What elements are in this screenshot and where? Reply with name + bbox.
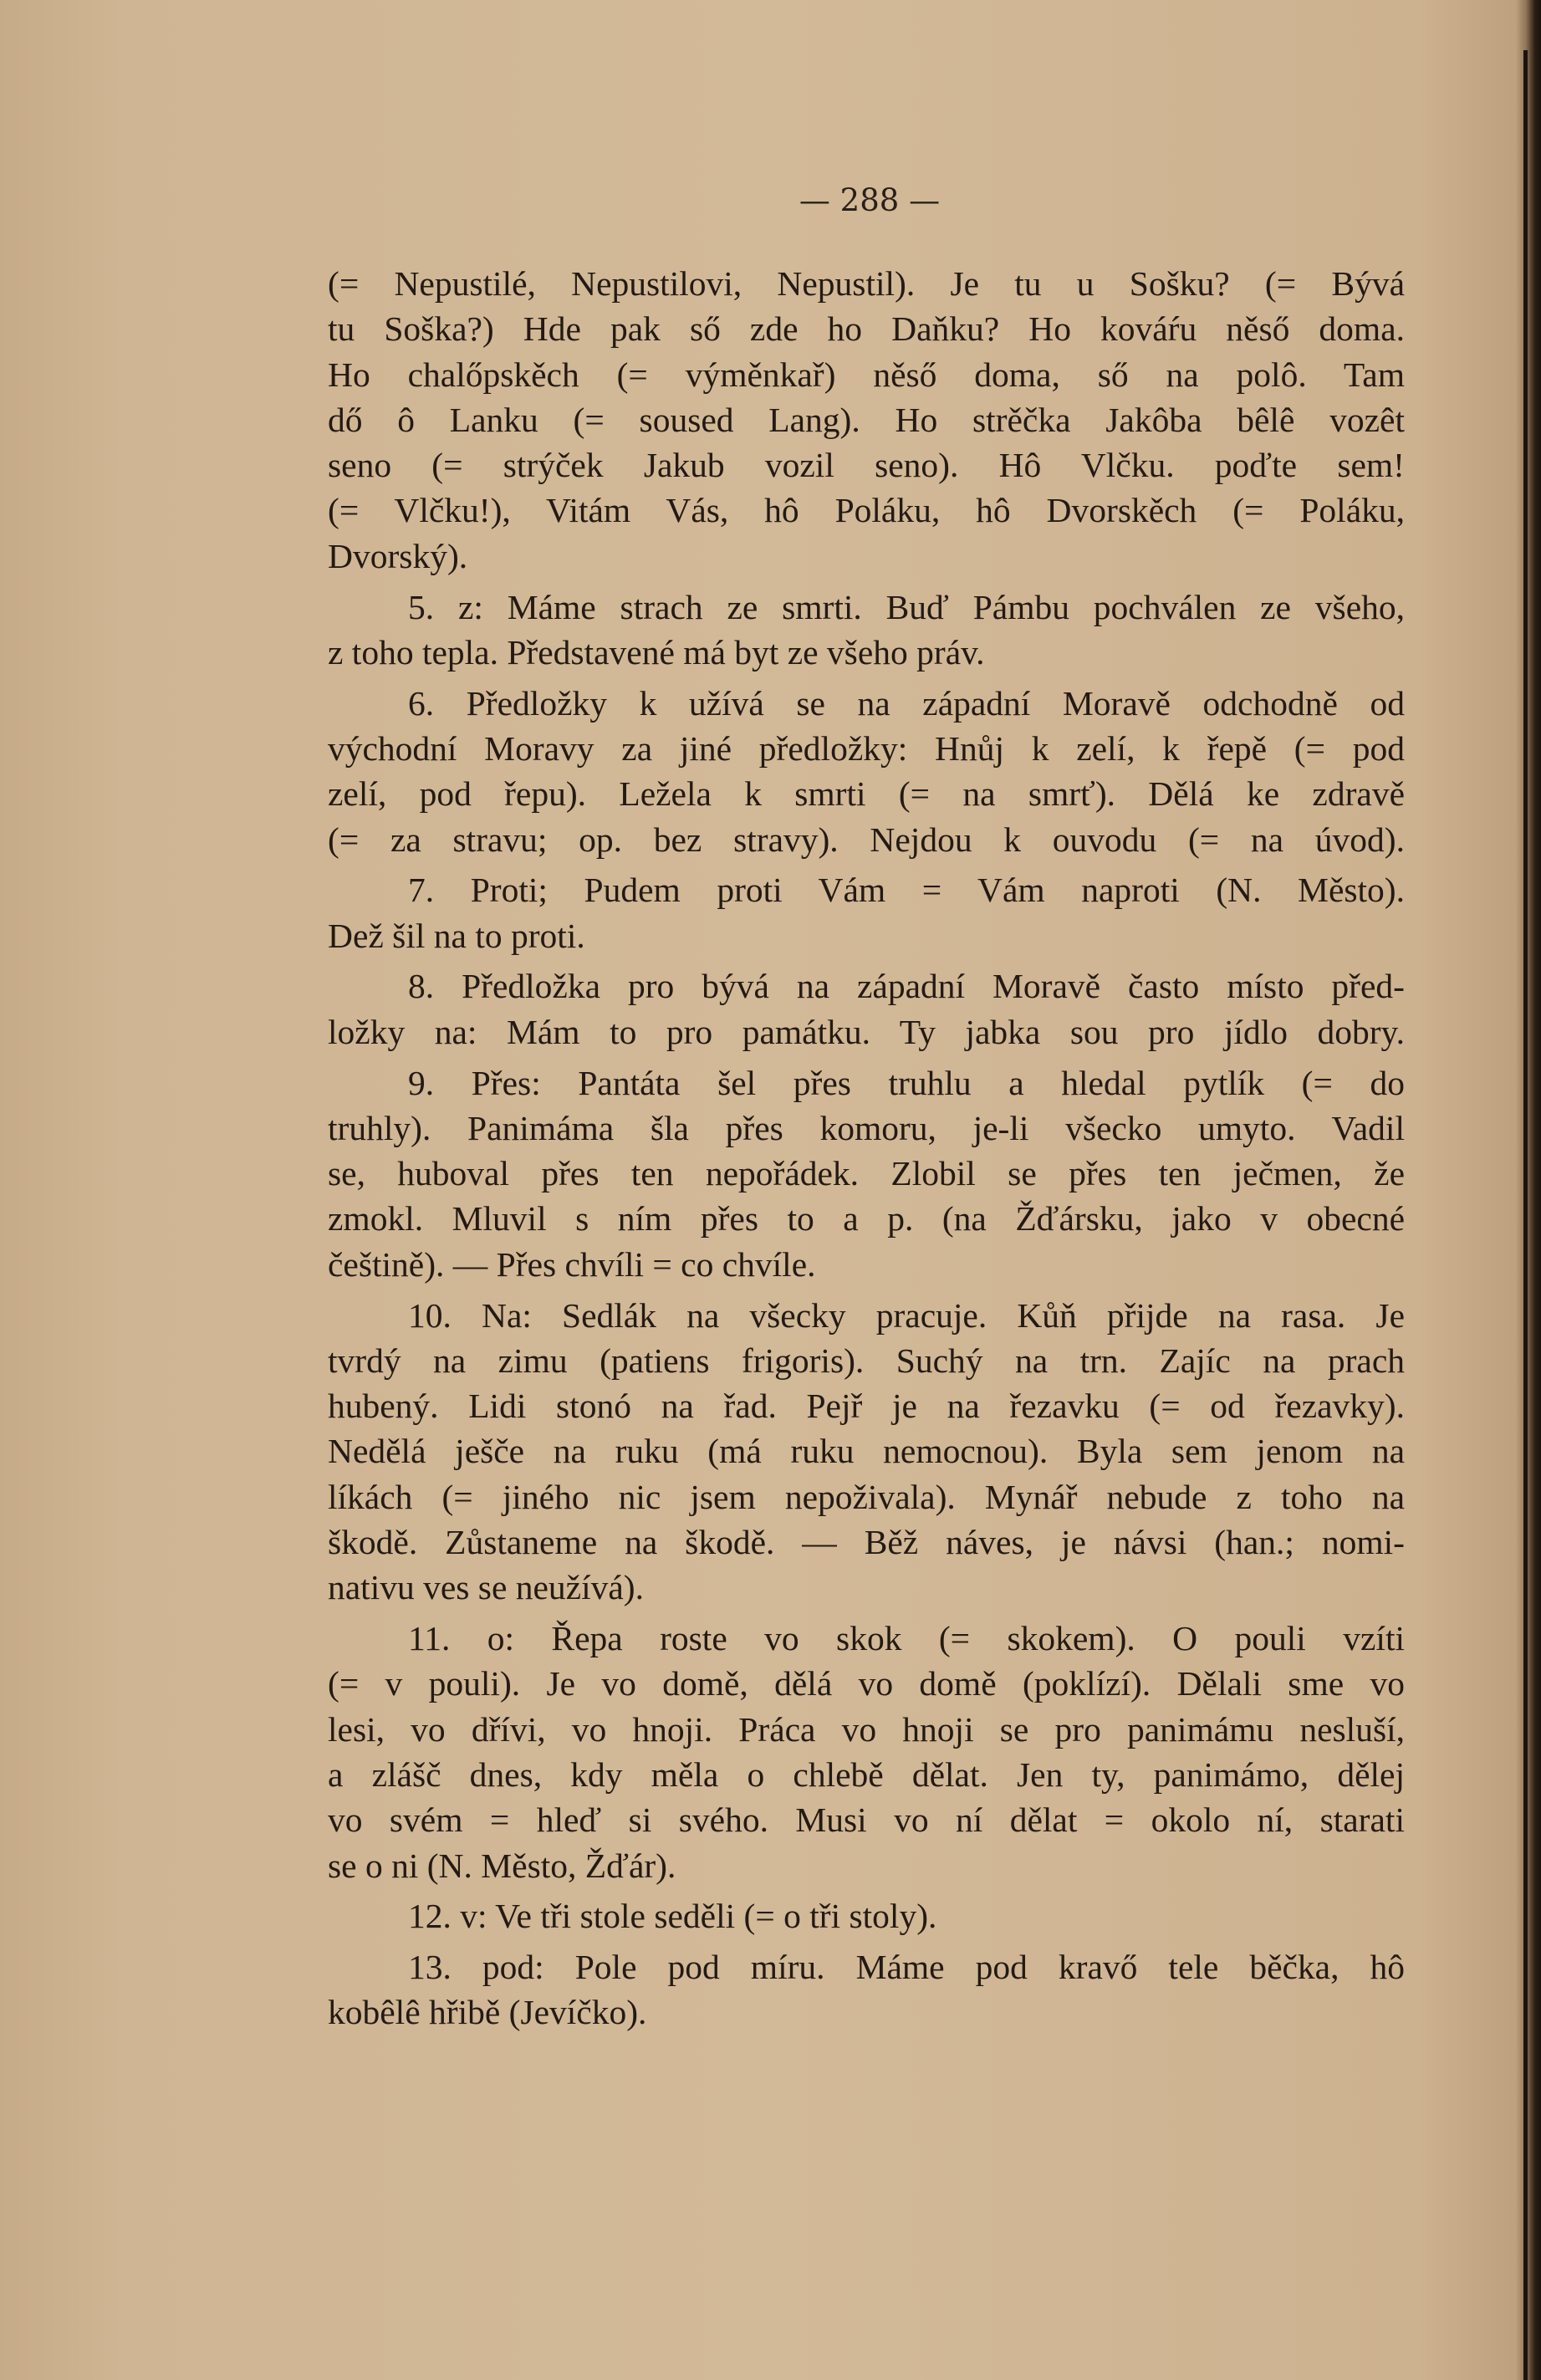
text-line: Nedělá ješče na ruku (má ruku nemocnou). Byla sem jenom na — [328, 1432, 1405, 1471]
text-line: Ho chalőpskěch (= výměnkař) něső doma, ső na polô. Tam — [328, 355, 1405, 394]
text-line: 5. z: Máme strach ze smrti. Buď Pámbu pochválen ze všeho, — [408, 587, 1405, 626]
page-edge-shadow — [1516, 0, 1541, 2380]
text-line: 13. pod: Pole pod míru. Máme pod kravő tele běčka, hô — [408, 1948, 1405, 1987]
text-line: truhly). Panimáma šla přes komoru, je-li všecko umyto. Vadil — [328, 1108, 1405, 1147]
text-line: hubený. Lidi stonó na řad. Pejř je na řezavku (= od řezavky). — [328, 1387, 1405, 1426]
text-line: ložky na: Mám to pro památku. Ty jabka sou pro jídlo dobry. — [328, 1012, 1405, 1051]
page-text — [328, 261, 1405, 2035]
text-line: nativu ves se neužívá). — [328, 1568, 644, 1607]
text-line: seno (= strýček Jakub vozil seno). Hô Vlčku. poďte sem! — [328, 446, 1405, 485]
text-line: 9. Přes: Pantáta šel přes truhlu a hledal pytlík (= do — [408, 1063, 1405, 1102]
text-line: se, huboval přes ten nepořádek. Zlobil se přes ten ječmen, že — [328, 1154, 1405, 1193]
text-line: zelí, pod řepu). Ležela k smrti (= na smrť). Dělá ke zdravě — [328, 774, 1405, 814]
text-line: Dvorský). — [328, 536, 468, 575]
page-number: — 288 — — [799, 182, 941, 218]
text-line: 12. v: Ve tři stole seděli (= o tři stoly). — [408, 1897, 937, 1936]
text-line: 11. o: Řepa roste vo skok (= skokem). O pouli vzíti — [408, 1619, 1405, 1658]
text-line: líkách (= jiného nic jsem nepoživala). Mynář nebude z toho na — [328, 1477, 1405, 1516]
text-line: (= za stravu; op. bez stravy). Nejdou k ouvodu (= na úvod). — [328, 820, 1405, 859]
text-line: (= v pouli). Je vo domě, dělá vo domě (poklízí). Dělali sme vo — [328, 1664, 1405, 1703]
text-line: 7. Proti; Pudem proti Vám = Vám naproti (N. Město). — [408, 871, 1405, 910]
text-line: se o ni (N. Město, Žďár). — [328, 1846, 676, 1885]
text-line: 10. Na: Sedlák na všecky pracuje. Kůň přijde na rasa. Je — [408, 1295, 1405, 1335]
text-line: a zlášč dnes, kdy měla o chlebě dělat. Jen ty, panimámo, dělej — [328, 1755, 1405, 1794]
text-line: zmokl. Mluvil s ním přes to a p. (na Žďársku, jako v obecné — [328, 1199, 1405, 1239]
text-line: škodě. Zůstaneme na škodě. — Běž náves, je návsi (han.; nomi- — [328, 1523, 1405, 1562]
text-line: lesi, vo dřívi, vo hnoji. Práca vo hnoji se pro panimámu nesluší, — [328, 1709, 1405, 1749]
text-line: (= Vlčku!), Vitám Vás, hô Poláku, hô Dvorskěch (= Poláku, — [328, 491, 1405, 530]
binding-edge — [1523, 50, 1528, 2380]
text-line: kobêlê hřibě (Jevíčko). — [328, 1993, 647, 2032]
text-line: z toho tepla. Představené má byt ze všeho práv. — [328, 632, 985, 672]
text-line: východní Moravy za jiné předložky: Hnůj k zelí, k řepě (= pod — [328, 728, 1405, 768]
text-line: (= Nepustilé, Nepustilovi, Nepustil). Je tu u Sošku? (= Bývá — [328, 264, 1405, 303]
text-line: dő ô Lanku (= soused Lang). Ho strěčka Jakôba bêlê vozêt — [328, 400, 1405, 439]
text-line: Dež šil na to proti. — [328, 916, 585, 955]
text-line: 6. Předložky k užívá se na západní Moravě odchodně od — [408, 683, 1405, 723]
text-line: češtině). — Přes chvíli = co chvíle. — [328, 1244, 816, 1284]
text-line: tu Soška?) Hde pak ső zde ho Daňku? Ho kováŕu něső doma. — [328, 309, 1405, 349]
text-line: tvrdý na zimu (patiens frigoris). Suchý na trn. Zajíc na prach — [328, 1341, 1405, 1380]
text-line: 8. Předložka pro bývá na západní Moravě často místo před- — [408, 967, 1405, 1006]
text-line: vo svém = hleď si svého. Musi vo ní dělat = okolo ní, starati — [328, 1800, 1405, 1840]
